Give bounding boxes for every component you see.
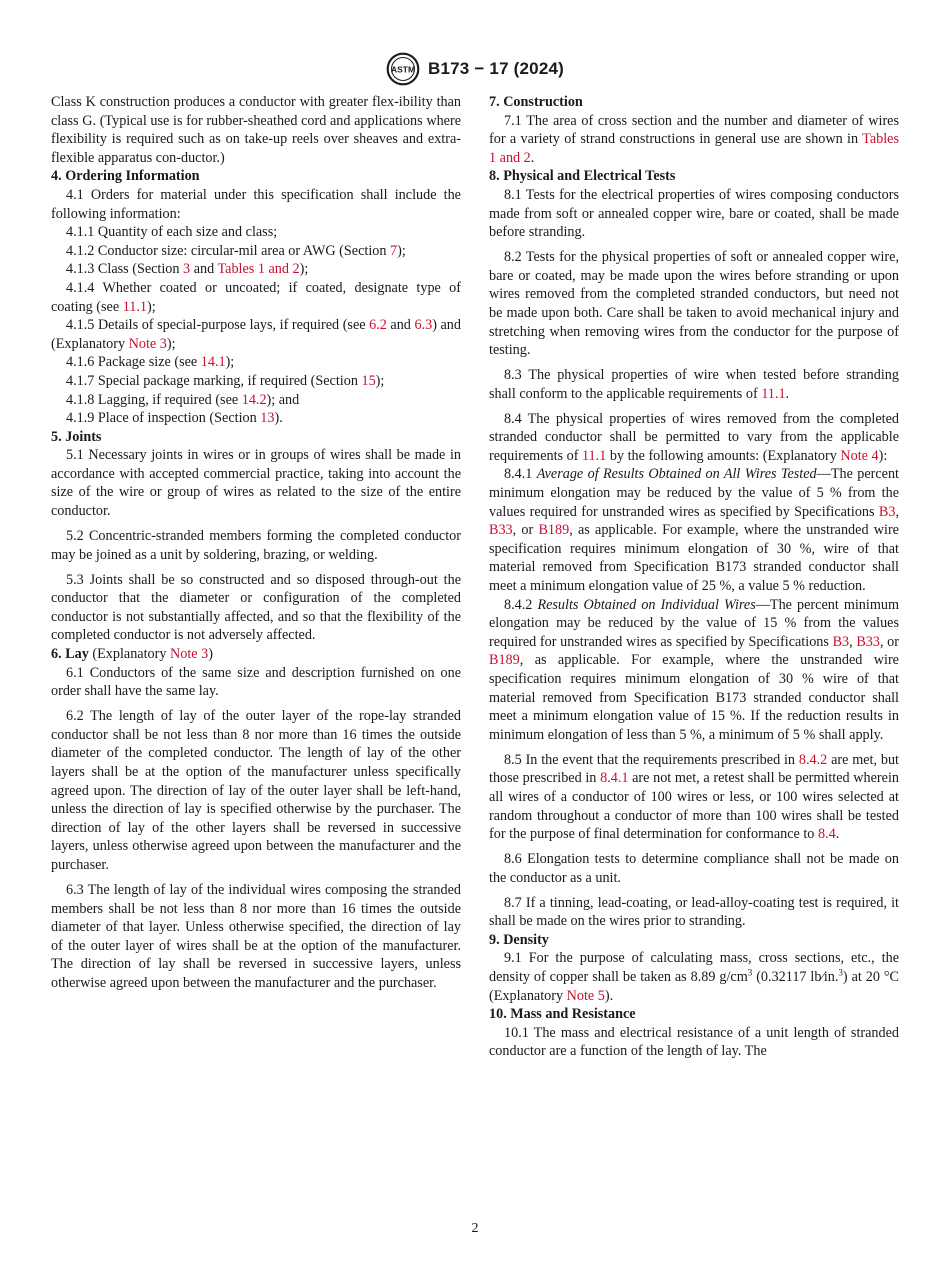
link-11-1[interactable]: 11.1	[761, 385, 786, 402]
link-note-4[interactable]: Note 4	[840, 447, 879, 464]
link-b33[interactable]: B33	[856, 633, 880, 650]
text: and	[386, 317, 415, 334]
section-5-heading: 5. Joints	[51, 428, 102, 445]
para-8-7: 8.7 If a tinning, lead-coating, or lead-alloy-coating test is required, it shall be made on the wires prior to stranding.	[489, 894, 899, 930]
text: ,	[849, 633, 857, 650]
link-tables-1-2[interactable]: Tables 1 and 2	[217, 261, 300, 278]
page-number: 2	[471, 1221, 479, 1236]
text: ).	[274, 410, 283, 427]
link-b3[interactable]: B3	[878, 503, 896, 520]
link-14-1[interactable]: 14.1	[200, 354, 226, 371]
link-section-7[interactable]: 7	[390, 242, 398, 259]
link-11-1[interactable]: 11.1	[122, 298, 148, 315]
class-k-paragraph: Class K construction produces a conductor with greater flex-ibility than class G. (Typical use is for rubber-sheathed cord and applications where flexibility is required such as on take-up reels over sheaves and extra-flexible apparatus con-ductor.)	[51, 94, 461, 166]
text: 7.1 The area of cross section and the number and diameter of wires for a variety of strand constructions in general use are shown in	[489, 112, 899, 148]
text: )	[208, 646, 213, 662]
text: .	[835, 826, 840, 843]
text: 4.1.5 Details of special-purpose lays, if required (see	[66, 317, 370, 334]
text: —The percent minimum elongation may be reduced by the value of 5 % from the values required for unstranded wires as specified by Specifications	[489, 466, 899, 520]
para-8-2: 8.2 Tests for the physical properties of soft or annealed copper wire, bare or coated, may be made upon the wires before stranding or upon wires removed from the completed stranded conductors, but need not be made upon both. Care shall be taken to avoid mechanical injury and stretching when removing wires from the conductor for the purpose of testing.	[489, 249, 899, 359]
text: Average of Results Obtained on All Wires Tested	[536, 466, 817, 483]
link-note-3[interactable]: Note 3	[170, 646, 209, 662]
para-8-5	[489, 751, 899, 844]
link-8-4-1[interactable]: 8.4.1	[600, 770, 629, 787]
text: 4.1.6 Package size (see	[66, 354, 201, 371]
text: ) and (Explanatory	[51, 317, 461, 352]
para-8-4-2	[489, 596, 899, 745]
para-5-1: 5.1 Necessary joints in wires or in groups of wires shall be made in accordance with accepted commercial practice, taking into account the size of the wire or group of wires as related to the size of the entire conductor.	[51, 447, 461, 520]
text: , or	[512, 522, 539, 539]
right-column	[489, 93, 899, 1061]
text: );	[147, 298, 156, 315]
para-6-3: 6.3 The length of lay of the individual wires composing the stranded members shall be not less than 8 nor more than 16 times the outside diameter of that layer. Unless otherwise specified, the direction of lay of the outer layer of wires shall be at the option of the manufacturer. The direction of lay shall be reversed in successive layers, unless otherwise agreed upon between the manufacturer and the purchaser.	[51, 881, 461, 991]
text: 8.4.1	[504, 466, 537, 483]
page-header	[0, 52, 950, 86]
text: —The percent minimum elongation may be reduced by the value of 15 % from the values required for unstranded wires as specified by Specifications	[489, 596, 900, 650]
left-column	[51, 93, 461, 992]
link-6-3[interactable]: 6.3	[414, 317, 433, 334]
para-8-4	[489, 410, 899, 466]
para-6-2: 6.2 The length of lay of the outer layer of the rope-lay stranded conductor shall be not less than 8 nor more than 16 times the outside diameter of the completed conductor. The length of lay of the other layers shall be at the option of the manufacturer unless specifically agreed upon. The direction of lay of the outer layer shall be left-hand, unless the direction of lay is specified otherwise by the purchaser. The direction of lay of the other layers shall be reversed in successive layers, unless otherwise agreed upon between the manufacturer and the purchaser.	[51, 708, 461, 873]
para-4-1-4	[51, 279, 461, 316]
link-b33[interactable]: B33	[489, 522, 513, 539]
text: );	[166, 335, 176, 352]
text: and	[190, 261, 218, 278]
link-section-15[interactable]: 15	[361, 372, 376, 389]
text: by the following amounts: (Explanatory	[606, 447, 841, 464]
para-8-1: 8.1 Tests for the electrical properties of wires composing conductors made from soft or annealed copper wire, bare or coated, shall be made before stranding.	[489, 186, 899, 241]
text: Results Obtained on Individual Wires	[537, 596, 756, 613]
para-5-2: 5.2 Concentric-stranded members forming the completed conductor may be joined as a unit by soldering, brazing, or welding.	[51, 528, 461, 563]
text: 8.4.2	[504, 596, 538, 613]
para-4-1-5	[51, 316, 461, 353]
para-4-1-2	[51, 242, 461, 261]
para-10-1: 10.1 The mass and electrical resistance of a unit length of stranded conductor are a function of the length of lay. The	[489, 1024, 899, 1060]
link-note-3[interactable]: Note 3	[128, 335, 167, 352]
para-4-1-3	[51, 260, 461, 279]
document-designation: B173 − 17 (2024)	[428, 59, 564, 78]
para-4-1-9	[51, 409, 461, 428]
text: 9.1 For the purpose of calculating mass, cross sections, etc., the density of copper shall be taken as 8.89 g/cm	[489, 950, 899, 986]
text: 8.3 The physical properties of wire when tested before stranding shall conform to the applicable requirements of	[489, 367, 899, 402]
para-8-3	[489, 366, 899, 403]
para-8-6: 8.6 Elongation tests to determine compliance shall not be made on the conductor as a unit.	[489, 851, 899, 886]
para-4-1-1: 4.1.1 Quantity of each size and class;	[66, 224, 278, 241]
text: .	[530, 149, 535, 166]
link-11-1[interactable]: 11.1	[581, 447, 607, 464]
link-section-3[interactable]: 3	[183, 261, 191, 278]
section-9-heading: 9. Density	[489, 931, 549, 948]
text: );	[225, 354, 235, 371]
para-4-1-6	[51, 353, 461, 372]
link-tables-1-2[interactable]: Tables 1 and 2	[489, 131, 899, 166]
link-b189[interactable]: B189	[489, 652, 520, 669]
text: );	[299, 261, 309, 278]
section-10-heading: 10. Mass and Resistance	[489, 1006, 636, 1023]
text: , as applicable. For example, where the unstranded wire specification requires minimum elongation of 30 %, wire of that material removed from Specification B173 stranded conductor shall meet a minimum elongation value of 25 %, a value 5 % reduction.	[489, 522, 899, 595]
text: 8.4 The physical properties of wires removed from the completed stranded conductor shall be permitted to vary from the applicable requirements of	[489, 410, 899, 464]
text: ); and	[266, 391, 300, 408]
section-7-heading: 7. Construction	[489, 94, 583, 110]
text: are met, but those prescribed in	[489, 751, 899, 787]
superscript: 3	[747, 967, 753, 978]
link-b189[interactable]: B189	[538, 522, 570, 539]
text: 6. Lay	[51, 646, 89, 662]
para-7-1	[489, 112, 899, 168]
svg-text:ASTM: ASTM	[390, 64, 416, 75]
section-8-heading: 8. Physical and Electrical Tests	[489, 168, 676, 185]
text: 4.1.3 Class (Section	[66, 261, 184, 278]
text: ,	[895, 503, 899, 520]
text: (Explanatory	[92, 646, 170, 662]
link-8-4-2[interactable]: 8.4.2	[798, 751, 828, 768]
text: );	[375, 372, 385, 389]
para-6-1: 6.1 Conductors of the same size and description furnished on one order shall have the same lay.	[51, 664, 461, 700]
section-6-heading	[51, 645, 461, 664]
text: 4.1.4 Whether coated or uncoated; if coated, designate type of coating (see	[51, 279, 461, 315]
text: ):	[878, 447, 888, 464]
link-6-2[interactable]: 6.2	[369, 317, 387, 334]
para-9-1	[489, 949, 899, 1005]
text: );	[397, 242, 406, 259]
superscript: 3	[838, 967, 843, 978]
text: ).	[604, 987, 614, 1004]
text: 4.1.9 Place of inspection (Section	[66, 410, 261, 427]
link-8-4[interactable]: 8.4	[817, 826, 836, 843]
text: ) at 20 °C (Explanatory	[489, 969, 899, 1004]
text: are not met, a retest shall be permitted wherein all wires of a conductor of 100 wires or less, or 100 wires selected at random throughout a conductor of more than 100 wires shall be tested for the purpose of final determination for conformance to	[489, 770, 899, 843]
section-4-heading: 4. Ordering Information	[51, 168, 200, 185]
link-b3[interactable]: B3	[832, 633, 850, 650]
text: , as applicable. For example, where the unstranded wire specification requires minimum elongation of 30 % wire of that material removed from Specification B173 stranded conductor shall meet a minimum elongation value of 15 %. If the reduction results in minimum elongation of less than 5 %, a minimum of 5 % shall apply.	[489, 652, 899, 743]
text: (0.32117 lb⁄in.	[752, 969, 839, 986]
link-note-5[interactable]: Note 5	[566, 987, 605, 1004]
text: .	[785, 385, 790, 402]
para-4-1-7	[51, 372, 461, 391]
astm-logo-icon	[386, 52, 420, 86]
link-14-2[interactable]: 14.2	[241, 391, 267, 408]
para-5-3: 5.3 Joints shall be so constructed and so disposed through-out the conductor that the diameter or configuration of the completed conductor is not substantially affected, and so that the flexibility of the completed conductor is not adversely affected.	[51, 571, 461, 644]
text: 8.5 In the event that the requirements prescribed in	[504, 751, 799, 768]
link-section-13[interactable]: 13	[260, 410, 275, 427]
para-4-1: 4.1 Orders for material under this specification shall include the following information:	[51, 186, 461, 222]
text: 4.1.7 Special package marking, if required (Section	[66, 372, 362, 389]
text: 4.1.2 Conductor size: circular-mil area or AWG (Section	[66, 242, 390, 259]
text: 4.1.8 Lagging, if required (see	[66, 391, 242, 408]
para-8-4-1	[489, 465, 899, 595]
text: , or	[879, 633, 899, 650]
para-4-1-8	[51, 391, 461, 410]
